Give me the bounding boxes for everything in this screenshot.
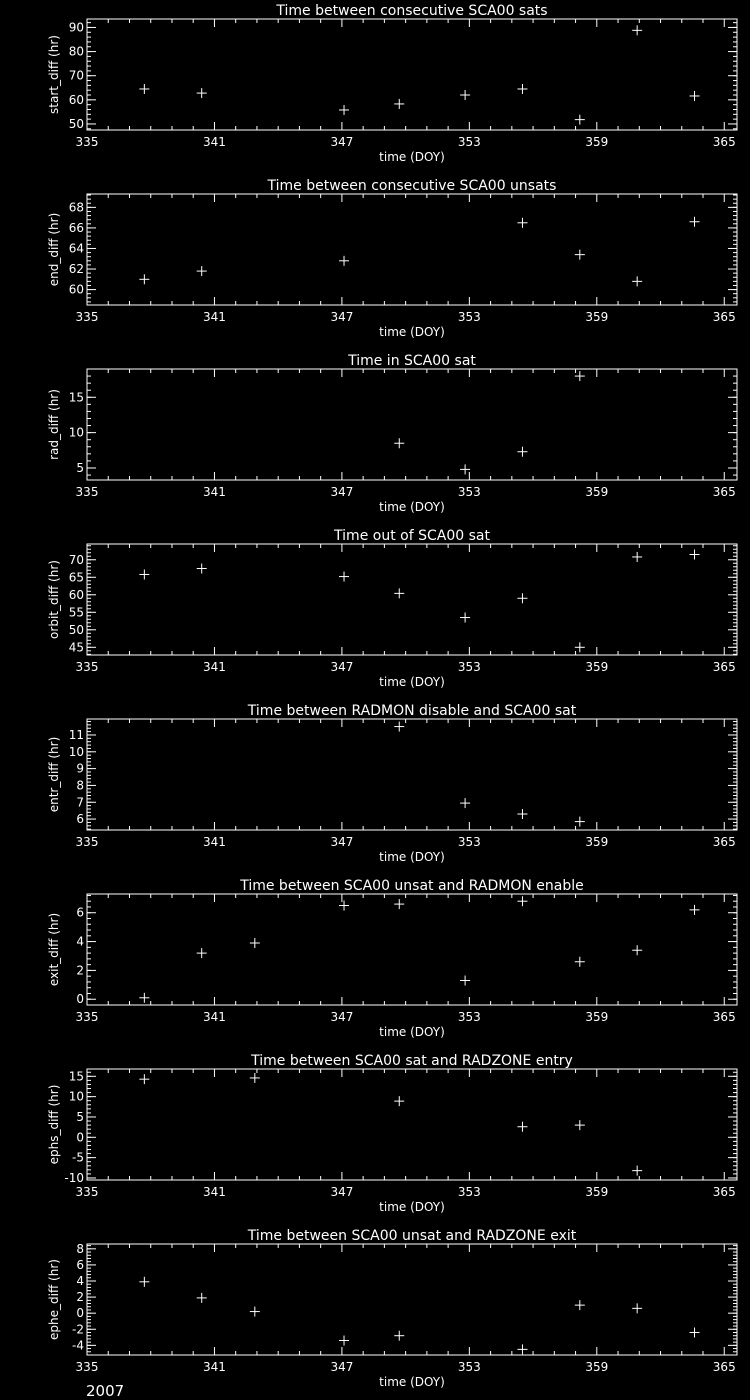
data-point (394, 99, 404, 109)
y-tick-label: 64 (68, 241, 84, 256)
y-tick-label: 65 (68, 570, 84, 585)
plot-frame (87, 1244, 737, 1355)
x-tick-label: 335 (75, 660, 99, 674)
x-tick-label: 359 (585, 485, 609, 499)
data-point (575, 817, 585, 827)
y-axis-label: orbit_diff (hr) (47, 560, 61, 639)
x-tick-label: 347 (330, 1010, 354, 1024)
data-point (690, 217, 700, 227)
y-tick-label: 70 (68, 68, 84, 83)
data-point (197, 948, 207, 958)
data-point (339, 105, 349, 115)
y-axis-label: exit_diff (hr) (47, 912, 61, 987)
x-axis-label: time (DOY) (379, 850, 445, 864)
x-tick-label: 335 (75, 1360, 99, 1374)
data-point (690, 550, 700, 560)
y-tick-label: 60 (68, 282, 84, 297)
x-tick-label: 365 (712, 835, 736, 849)
x-tick-label: 347 (330, 1360, 354, 1374)
y-tick-label: 90 (68, 20, 84, 35)
y-tick-label: 0 (76, 1306, 84, 1321)
y-axis-label: start_diff (hr) (47, 35, 61, 114)
x-tick-label: 341 (202, 1010, 226, 1024)
y-tick-label: 50 (68, 116, 84, 131)
data-point (632, 1166, 642, 1176)
x-tick-label: 347 (330, 1185, 354, 1199)
data-point (139, 569, 149, 579)
data-point (690, 905, 700, 915)
data-point (632, 276, 642, 286)
x-axis-label: time (DOY) (379, 150, 445, 164)
x-tick-label: 359 (585, 835, 609, 849)
data-point (197, 1293, 207, 1303)
data-point (339, 256, 349, 266)
data-point (575, 250, 585, 260)
data-point (250, 1073, 260, 1083)
x-tick-label: 353 (457, 1360, 481, 1374)
x-tick-label: 353 (457, 485, 481, 499)
data-point (575, 115, 585, 125)
data-point (575, 642, 585, 652)
y-axis-label: rad_diff (hr) (47, 389, 61, 460)
x-tick-label: 347 (330, 835, 354, 849)
data-point (517, 593, 527, 603)
x-tick-label: 365 (712, 660, 736, 674)
data-point (517, 84, 527, 94)
chart-panel-2 (47, 178, 737, 339)
y-tick-label: 0 (76, 1130, 84, 1145)
x-tick-label: 341 (202, 1185, 226, 1199)
data-point (460, 798, 470, 808)
x-tick-label: 341 (202, 835, 226, 849)
x-tick-label: 365 (712, 1185, 736, 1199)
data-point (690, 1327, 700, 1337)
data-point (394, 1331, 404, 1341)
y-tick-label: 9 (76, 761, 84, 776)
x-tick-label: 335 (75, 1010, 99, 1024)
plot-frame (87, 894, 737, 1005)
y-axis-label: ephs_diff (hr) (47, 1084, 61, 1165)
x-tick-label: 365 (712, 1360, 736, 1374)
y-tick-label: 2 (76, 1290, 84, 1305)
x-axis-label: time (DOY) (379, 1025, 445, 1039)
y-tick-label: 10 (68, 1089, 84, 1104)
y-tick-label: 5 (76, 1109, 84, 1124)
data-point (632, 1303, 642, 1313)
chart-panel-3 (47, 353, 737, 514)
chart-title: Time between RADMON disable and SCA00 sat (247, 703, 577, 719)
y-tick-label: 62 (68, 262, 84, 277)
data-point (394, 899, 404, 909)
y-tick-label: 10 (68, 425, 84, 440)
y-tick-label: 10 (68, 744, 84, 759)
data-point (394, 588, 404, 598)
x-tick-label: 341 (202, 1360, 226, 1374)
chart-title: Time between consecutive SCA00 sats (276, 3, 548, 19)
y-tick-label: 60 (68, 587, 84, 602)
chart-title: Time between SCA00 unsat and RADZONE exit (247, 1228, 577, 1244)
y-tick-label: 70 (68, 552, 84, 567)
y-axis-label: entr_diff (hr) (47, 736, 61, 813)
y-tick-label: 5 (76, 460, 84, 475)
plot-frame (87, 369, 737, 480)
data-point (517, 218, 527, 228)
chart-title: Time between consecutive SCA00 unsats (267, 178, 557, 194)
x-tick-label: 365 (712, 310, 736, 324)
y-tick-label: 8 (76, 778, 84, 793)
y-tick-label: 68 (68, 200, 84, 215)
data-point (517, 809, 527, 819)
chart-panel-8 (47, 1228, 737, 1389)
chart-panel-1 (47, 3, 737, 164)
data-point (517, 447, 527, 457)
y-tick-label: -10 (64, 1170, 84, 1185)
data-point (139, 1074, 149, 1084)
y-tick-label: 0 (76, 992, 84, 1007)
data-point (250, 1307, 260, 1317)
data-point (250, 938, 260, 948)
data-point (632, 552, 642, 562)
x-tick-label: 359 (585, 1010, 609, 1024)
data-point (632, 945, 642, 955)
data-point (690, 91, 700, 101)
data-point (575, 1300, 585, 1310)
data-point (339, 1336, 349, 1346)
chart-title: Time out of SCA00 sat (334, 528, 490, 544)
y-tick-label: 66 (68, 220, 84, 235)
data-point (339, 901, 349, 911)
data-point (575, 1120, 585, 1130)
x-tick-label: 353 (457, 310, 481, 324)
y-tick-label: 60 (68, 92, 84, 107)
x-tick-label: 347 (330, 660, 354, 674)
data-point (575, 957, 585, 967)
x-tick-label: 359 (585, 135, 609, 149)
x-axis-label: time (DOY) (379, 675, 445, 689)
year-label: 2007 (86, 1382, 125, 1400)
x-tick-label: 353 (457, 1185, 481, 1199)
x-tick-label: 353 (457, 660, 481, 674)
data-point (394, 438, 404, 448)
y-tick-label: -5 (72, 1150, 84, 1165)
x-tick-label: 347 (330, 310, 354, 324)
y-tick-label: 15 (68, 390, 84, 405)
data-point (197, 564, 207, 574)
x-tick-label: 341 (202, 310, 226, 324)
data-point (197, 266, 207, 276)
x-tick-label: 347 (330, 135, 354, 149)
y-tick-label: 4 (76, 1274, 84, 1288)
x-tick-label: 359 (585, 660, 609, 674)
data-point (394, 1096, 404, 1106)
y-tick-label: 6 (76, 1257, 84, 1272)
y-tick-label: 4 (76, 934, 84, 949)
x-tick-label: 359 (585, 310, 609, 324)
chart-panel-5 (47, 703, 737, 864)
plot-frame (87, 544, 737, 655)
x-axis-label: time (DOY) (379, 500, 445, 514)
y-tick-label: -4 (72, 1338, 84, 1353)
chart-title: Time in SCA00 sat (348, 353, 476, 369)
data-point (632, 25, 642, 35)
chart-title: Time between SCA00 sat and RADZONE entry (251, 1053, 573, 1069)
y-tick-label: 7 (76, 795, 84, 810)
data-point (394, 722, 404, 732)
data-point (197, 88, 207, 98)
x-tick-label: 365 (712, 135, 736, 149)
y-tick-label: 50 (68, 622, 84, 637)
y-tick-label: 55 (68, 605, 84, 620)
data-point (339, 572, 349, 582)
y-axis-label: ephe_diff (hr) (47, 1259, 61, 1340)
x-tick-label: 347 (330, 485, 354, 499)
y-tick-label: 45 (68, 640, 84, 655)
x-tick-label: 353 (457, 835, 481, 849)
y-tick-label: 2 (76, 963, 84, 978)
data-point (517, 896, 527, 906)
x-tick-label: 335 (75, 1185, 99, 1199)
data-point (460, 613, 470, 623)
x-tick-label: 365 (712, 485, 736, 499)
data-point (139, 274, 149, 284)
x-axis-label: time (DOY) (379, 325, 445, 339)
y-tick-label: 6 (76, 812, 84, 827)
y-axis-label: end_diff (hr) (47, 212, 61, 287)
x-tick-label: 353 (457, 135, 481, 149)
chart-panel-4 (47, 528, 737, 689)
chart-panel-6 (47, 878, 737, 1039)
x-tick-label: 341 (202, 660, 226, 674)
plot-frame (87, 719, 737, 830)
data-point (139, 84, 149, 94)
x-tick-label: 341 (202, 135, 226, 149)
x-tick-label: 353 (457, 1010, 481, 1024)
data-point (139, 993, 149, 1003)
chart-panel-7 (47, 1053, 737, 1214)
x-tick-label: 335 (75, 135, 99, 149)
plot-frame (87, 1069, 737, 1180)
x-tick-label: 359 (585, 1360, 609, 1374)
chart-title: Time between SCA00 unsat and RADMON enable (240, 878, 584, 894)
y-tick-label: 80 (68, 44, 84, 59)
plot-frame (87, 19, 737, 130)
y-tick-label: 15 (68, 1069, 84, 1084)
data-point (517, 1122, 527, 1132)
x-tick-label: 365 (712, 1010, 736, 1024)
data-point (460, 975, 470, 985)
x-tick-label: 359 (585, 1185, 609, 1199)
y-tick-label: -2 (72, 1322, 84, 1337)
x-axis-label: time (DOY) (379, 1200, 445, 1214)
data-point (575, 371, 585, 381)
data-point (517, 1344, 527, 1354)
plot-frame (87, 194, 737, 305)
x-tick-label: 335 (75, 485, 99, 499)
data-point (460, 90, 470, 100)
data-point (460, 464, 470, 474)
x-tick-label: 335 (75, 310, 99, 324)
y-tick-label: 6 (76, 905, 84, 920)
data-point (139, 1277, 149, 1287)
y-tick-label: 8 (76, 1241, 84, 1256)
x-axis-label: time (DOY) (379, 1375, 445, 1389)
x-tick-label: 335 (75, 835, 99, 849)
x-tick-label: 341 (202, 485, 226, 499)
y-tick-label: 11 (68, 727, 84, 742)
